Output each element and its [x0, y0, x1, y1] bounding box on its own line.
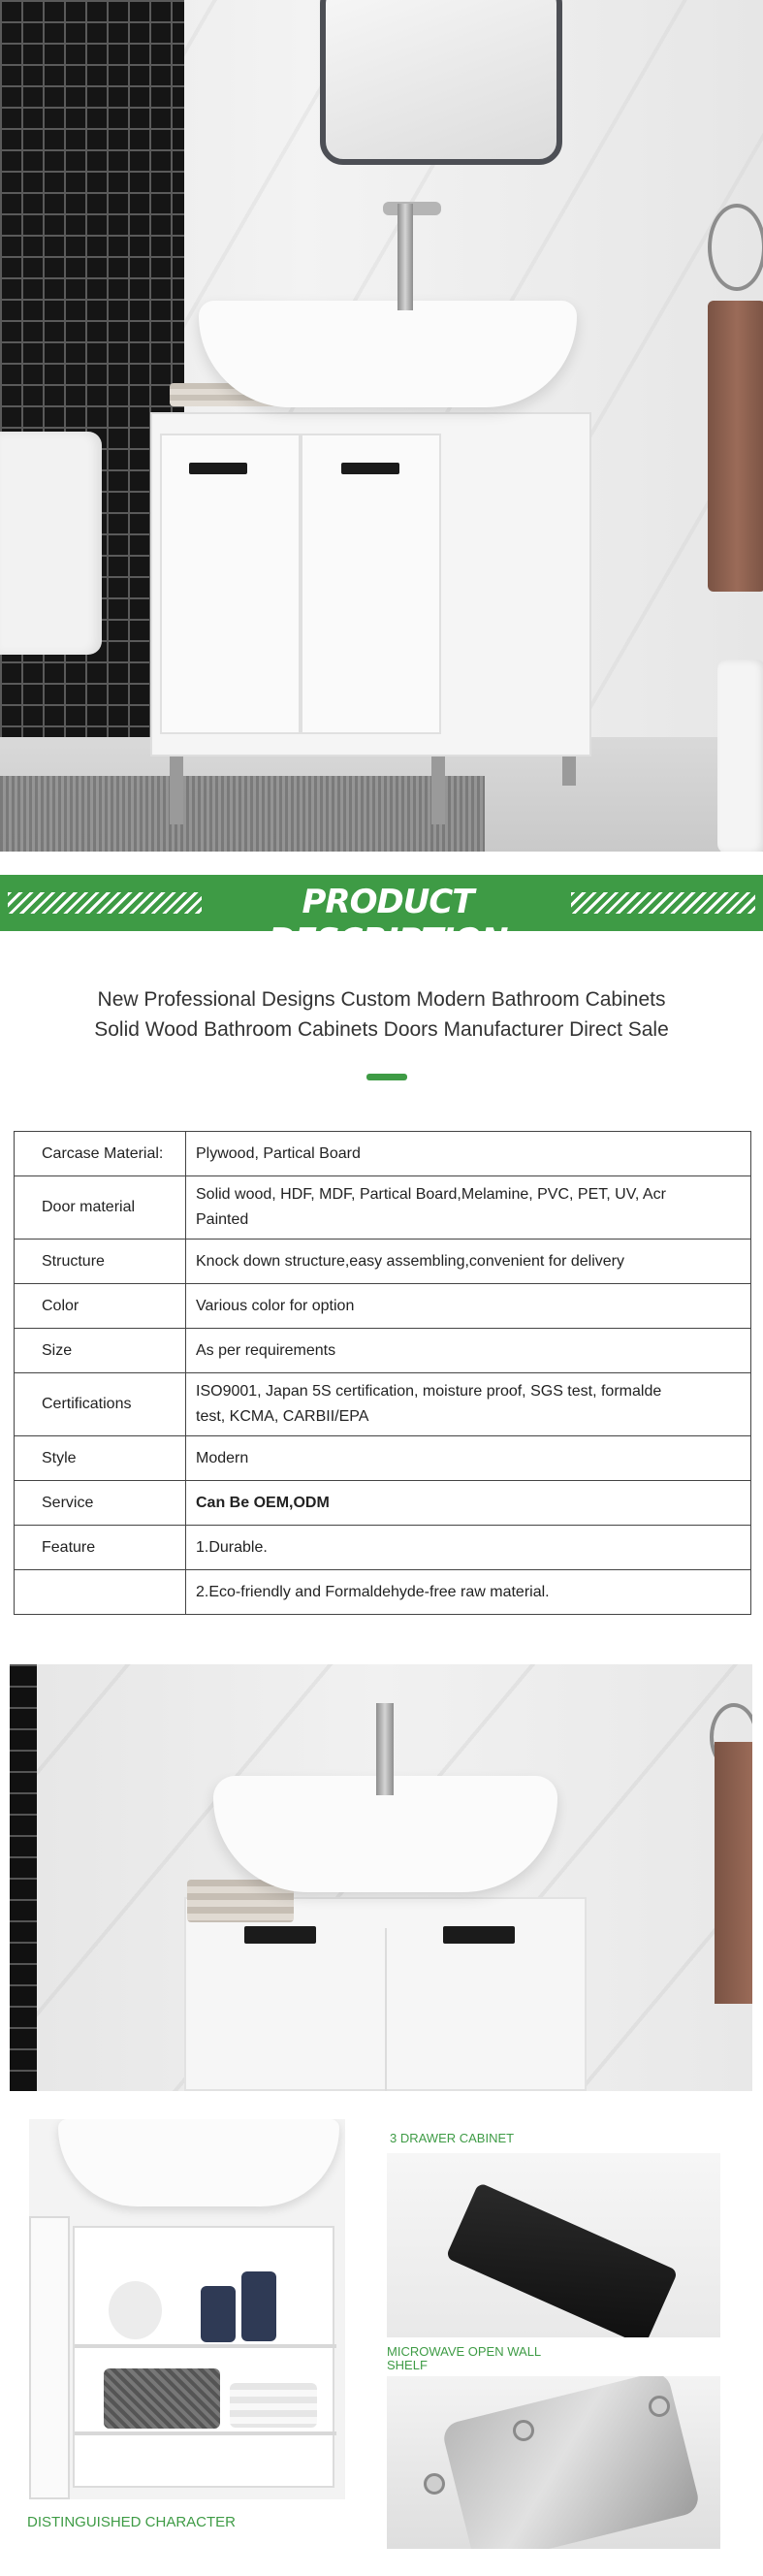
open-cabinet-door	[29, 2216, 70, 2499]
table-row	[15, 1373, 751, 1436]
basin-sink	[199, 301, 577, 407]
spec-value: Can Be OEM,ODM	[186, 1481, 751, 1526]
headline-underline	[366, 1074, 407, 1080]
spec-label: Carcase Material:	[15, 1132, 186, 1176]
spec-label	[15, 1570, 186, 1615]
feature-label-line-1: MICROWAVE OPEN WALL	[387, 2344, 542, 2359]
table-row	[15, 1481, 751, 1526]
distinguished-character-label: DISTINGUISHED CHARACTER	[27, 2514, 237, 2530]
open-cabinet-photo	[29, 2119, 345, 2499]
floor-vase	[717, 660, 763, 852]
banner-stripes-right	[571, 892, 755, 914]
table-row	[15, 1240, 751, 1284]
table-row	[15, 1284, 751, 1329]
headline-line-2: Solid Wood Bathroom Cabinets Doors Manufacturer Direct Sale	[94, 1018, 669, 1041]
spec-label: Certifications	[15, 1373, 186, 1436]
hinge-screw	[649, 2396, 670, 2417]
table-row	[15, 1132, 751, 1176]
handle-detail-photo	[387, 2153, 720, 2337]
cabinet-interior	[73, 2226, 334, 2488]
hanging-towel	[708, 301, 763, 592]
feature-label-drawer-cabinet: 3 DRAWER CABINET	[390, 2131, 515, 2145]
interior-shelf	[75, 2344, 336, 2348]
spec-value-line-2: test, KCMA, CARBII/EPA	[196, 1408, 369, 1425]
spec-value-line-1: ISO9001, Japan 5S certification, moisture proof, SGS test, formalde	[196, 1383, 662, 1400]
mirror	[320, 0, 562, 165]
spec-label: Door material	[15, 1176, 186, 1240]
product-headline	[39, 984, 724, 1045]
door-handle	[189, 463, 247, 474]
headline-line-1: New Professional Designs Custom Modern Bathroom Cabinets	[97, 988, 666, 1011]
hinge-screw	[513, 2420, 534, 2441]
basin-sink	[58, 2119, 339, 2206]
vanity-closeup-photo	[10, 1664, 752, 2091]
spec-label: Style	[15, 1436, 186, 1481]
cabinet-leg	[431, 757, 445, 824]
door-handle	[341, 463, 399, 474]
spec-value: As per requirements	[186, 1329, 751, 1373]
table-row	[15, 1329, 751, 1373]
faucet	[376, 1703, 394, 1795]
rug	[0, 776, 485, 852]
spec-value	[186, 1373, 751, 1436]
spec-value	[186, 1176, 751, 1240]
towel-ring	[708, 204, 763, 291]
feature-label-microwave-shelf	[387, 2345, 541, 2372]
product-description-banner	[0, 875, 763, 960]
hinge-screw	[424, 2473, 445, 2495]
spec-value: Various color for option	[186, 1284, 751, 1329]
banner-stripes-left	[8, 892, 202, 914]
folded-towels	[230, 2383, 317, 2428]
vanity-cabinet	[184, 1897, 587, 2091]
table-row	[15, 1570, 751, 1615]
door-divider	[385, 1928, 387, 2091]
vanity-cabinet	[150, 412, 591, 757]
spec-value: Modern	[186, 1436, 751, 1481]
black-handle	[445, 2182, 678, 2337]
cabinet-leg	[170, 757, 183, 824]
cabinet-door-right	[301, 434, 441, 734]
spec-value: 2.Eco-friendly and Formaldehyde-free raw material.	[186, 1570, 751, 1615]
spec-label: Color	[15, 1284, 186, 1329]
cabinet-door-left	[160, 434, 301, 734]
faucet	[397, 204, 413, 310]
banner-title: PRODUCT DESCRIPTION	[268, 883, 508, 960]
spec-label: Size	[15, 1329, 186, 1373]
spec-label: Structure	[15, 1240, 186, 1284]
spec-value: 1.Durable.	[186, 1526, 751, 1570]
hero-product-photo	[0, 0, 763, 852]
blue-bottle	[241, 2271, 276, 2341]
storage-basket	[104, 2368, 220, 2429]
door-handle	[443, 1926, 515, 1944]
toilet-roll	[109, 2281, 162, 2339]
spec-value: Plywood, Partical Board	[186, 1132, 751, 1176]
spec-value: Knock down structure,easy assembling,convenient for delivery	[186, 1240, 751, 1284]
spec-table	[14, 1131, 751, 1615]
hanging-towel	[715, 1742, 752, 2004]
blue-bottle	[201, 2286, 236, 2342]
wall-toilet	[0, 432, 102, 655]
spec-value-line-1: Solid wood, HDF, MDF, Partical Board,Melamine, PVC, PET, UV, Acr	[196, 1186, 666, 1203]
spec-label: Feature	[15, 1526, 186, 1570]
spec-label: Service	[15, 1481, 186, 1526]
spec-value-line-2: Painted	[196, 1211, 249, 1228]
black-mosaic-tiles	[10, 1664, 37, 2091]
interior-shelf	[75, 2431, 336, 2435]
table-row	[15, 1176, 751, 1240]
hinge-detail-photo	[387, 2376, 720, 2549]
door-handle	[244, 1926, 316, 1944]
feature-label-line-2: SHELF	[387, 2358, 428, 2372]
table-row	[15, 1436, 751, 1481]
table-row	[15, 1526, 751, 1570]
